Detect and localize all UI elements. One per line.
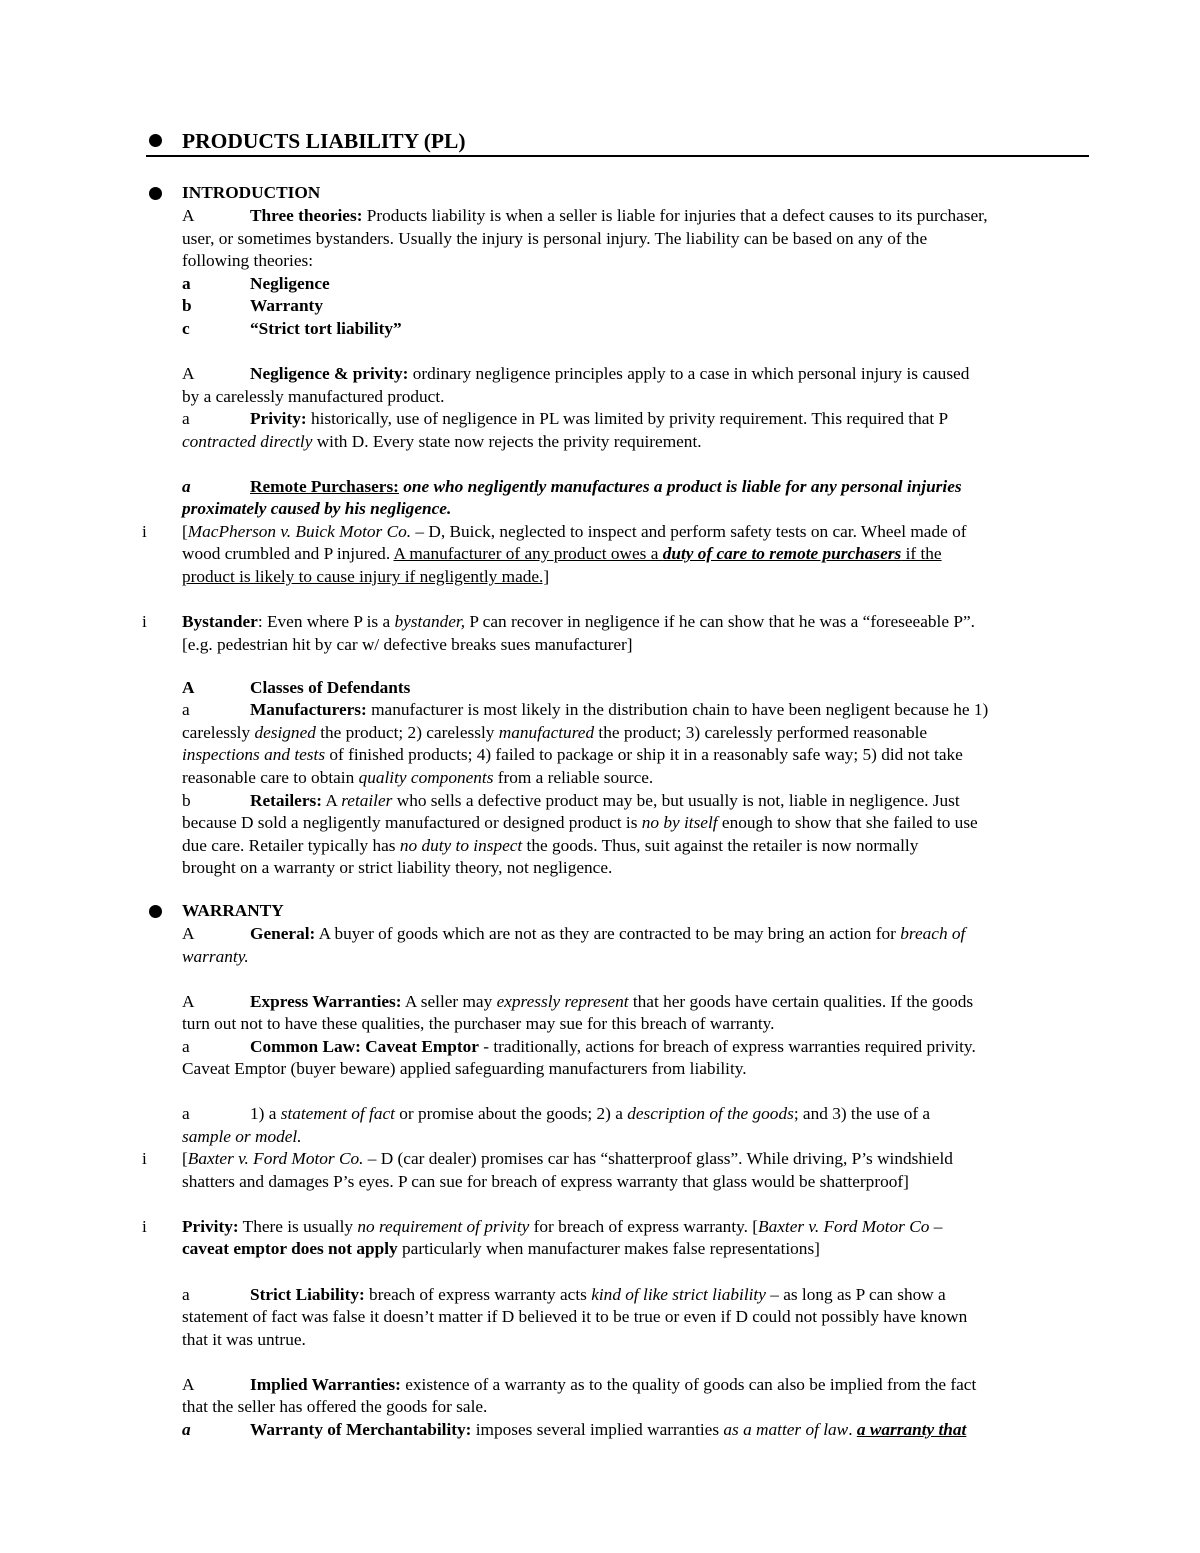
- bullet-icon: [149, 134, 162, 147]
- outline-marker: c: [182, 319, 190, 338]
- text-line: [182, 835, 918, 858]
- text: because D sold a negligently manufactured or designed product is: [182, 813, 642, 832]
- text: Products liability is when a seller is liable for injuries that a defect causes to its purchaser,: [362, 206, 988, 225]
- caveat-emptor-line: [250, 1036, 976, 1059]
- theory-item-warranty: Warranty: [250, 296, 323, 315]
- text-line: warranty.: [182, 947, 249, 966]
- term-label: Common Law: Caveat Emptor: [250, 1037, 479, 1056]
- text: A: [321, 791, 342, 810]
- outline-marker: a: [182, 700, 190, 719]
- implied-warranties-line: [250, 1374, 976, 1397]
- classes-heading: Classes of Defendants: [250, 678, 411, 697]
- text: breach of: [900, 924, 966, 943]
- text: if the: [901, 544, 942, 563]
- text: no requirement of privity: [357, 1217, 530, 1236]
- outline-marker: a: [182, 477, 191, 496]
- outline-marker: i: [142, 1149, 147, 1168]
- text-line: shatters and damages P’s eyes. P can sue for breach of express warranty that glass would be shatterproof]: [182, 1172, 909, 1191]
- outline-marker: a: [182, 409, 190, 428]
- term-label: Retailers:: [250, 791, 322, 810]
- text: duty of care to remote purchasers: [662, 544, 902, 563]
- text: designed: [254, 723, 316, 742]
- bullet-icon: [149, 905, 162, 918]
- text: for breach of express warranty. [: [529, 1217, 759, 1236]
- theory-item-strict-tort: “Strict tort liability”: [250, 319, 402, 338]
- outline-marker: A: [182, 992, 195, 1011]
- text: –: [929, 1217, 943, 1236]
- text-line: [182, 1238, 820, 1261]
- text: a warranty that: [856, 1420, 967, 1439]
- term-label: Privity:: [250, 409, 307, 428]
- text: A buyer of goods which are not as they are contracted to be may bring an action for: [315, 924, 901, 943]
- text: ; and 3) the use of a: [793, 1104, 931, 1123]
- text: quality components: [358, 768, 494, 787]
- text: due care. Retailer typically has: [182, 836, 400, 855]
- text: of finished products; 4) failed to package or ship it in a reasonably safe way; 5) did not take: [325, 745, 963, 764]
- text: ordinary negligence principles apply to a case in which personal injury is caused: [408, 364, 970, 383]
- outline-marker: a: [182, 274, 191, 293]
- text-line: statement of fact was false it doesn’t matter if D believed it to be true or even if D could not possibly have known: [182, 1307, 968, 1326]
- text-line: user, or sometimes bystanders. Usually the injury is personal injury. The liability can be based on any of the: [182, 229, 928, 248]
- text-line: that the seller has offered the goods for sale.: [182, 1397, 488, 1416]
- text: no by itself: [641, 813, 718, 832]
- text-line: turn out not to have these qualities, the purchaser may sue for this breach of warranty.: [182, 1014, 775, 1033]
- case-name: Baxter v. Ford Motor Co: [758, 1217, 930, 1236]
- text: statement of fact: [280, 1104, 395, 1123]
- text: retailer: [341, 791, 393, 810]
- outline-marker: A: [182, 924, 195, 943]
- text: 1) a: [250, 1104, 281, 1123]
- text: carelessly: [182, 723, 255, 742]
- outline-marker: a: [182, 1420, 191, 1439]
- outline-marker: a: [182, 1285, 190, 1304]
- outline-marker: A: [182, 364, 195, 383]
- text: the product; 2) carelessly: [315, 723, 499, 742]
- text: expressly represent: [496, 992, 629, 1011]
- text-line: [182, 722, 927, 745]
- text: manufactured: [498, 723, 595, 742]
- text-line: [182, 812, 978, 835]
- text: P can recover in negligence if he can show that he was a “foreseeable P”.: [465, 612, 975, 631]
- outline-marker: i: [142, 522, 147, 541]
- case-name: Baxter v. Ford Motor Co.: [187, 1149, 364, 1168]
- elements-line: [250, 1103, 930, 1126]
- term-label: Strict Liability:: [250, 1285, 365, 1304]
- case-name: MacPherson v. Buick Motor Co.: [187, 522, 412, 541]
- outline-marker: a: [182, 1037, 190, 1056]
- outline-marker: A: [182, 678, 195, 697]
- remote-purchasers-line: [250, 476, 962, 499]
- text: with D. Every state now rejects the privity requirement.: [312, 432, 702, 451]
- text-line: product is likely to cause injury if negligently made.]: [182, 567, 550, 586]
- text: – as long as P can show a: [765, 1285, 946, 1304]
- text-line: [182, 543, 942, 566]
- text-line: brought on a warranty or strict liability theory, not negligence.: [182, 858, 613, 877]
- text-line: following theories:: [182, 251, 314, 270]
- outline-marker: i: [142, 612, 147, 631]
- outline-marker: b: [182, 296, 192, 315]
- text-line: [182, 767, 653, 790]
- page-title: PRODUCTS LIABILITY (PL): [182, 129, 466, 153]
- term-label: Three theories:: [250, 206, 363, 225]
- three-theories-line: [250, 205, 988, 228]
- macpherson-line: [182, 521, 966, 544]
- bystander-line: [182, 611, 975, 634]
- text: the goods. Thus, suit against the retailer is now normally: [522, 836, 919, 855]
- text: particularly when manufacturer makes false representations]: [397, 1239, 820, 1258]
- text: [: [182, 522, 188, 541]
- outline-marker: a: [182, 1104, 190, 1123]
- text: kind of like strict liability: [591, 1285, 766, 1304]
- text: the product; 3) carelessly performed reasonable: [594, 723, 928, 742]
- text: - traditionally, actions for breach of express warranties required privity.: [478, 1037, 976, 1056]
- title-rule: [146, 155, 1089, 157]
- text: existence of a warranty as to the quality of goods can also be implied from the fact: [400, 1375, 977, 1394]
- text: : Even where P is a: [257, 612, 395, 631]
- text: one who negligently manufactures a product is liable for any personal injuries: [398, 477, 962, 496]
- text: reasonable care to obtain: [182, 768, 359, 787]
- text: contracted directly: [182, 432, 313, 451]
- text: historically, use of negligence in PL was limited by privity requirement. This required that P: [306, 409, 949, 428]
- text: – D (car dealer) promises car has “shatterproof glass”. While driving, P’s windshield: [363, 1149, 953, 1168]
- term-label: Manufacturers:: [250, 700, 367, 719]
- merchantability-line: [250, 1419, 966, 1442]
- text-line: by a carelessly manufactured product.: [182, 387, 445, 406]
- text: who sells a defective product may be, but usually is not, liable in negligence. Just: [392, 791, 960, 810]
- outline-marker: A: [182, 1375, 195, 1394]
- text: breach of express warranty acts: [364, 1285, 592, 1304]
- text: caveat emptor does not apply: [182, 1239, 398, 1258]
- term-label: General:: [250, 924, 316, 943]
- text: or promise about the goods; 2) a: [394, 1104, 628, 1123]
- term-label: Implied Warranties:: [250, 1375, 401, 1394]
- text-line: that it was untrue.: [182, 1330, 306, 1349]
- text: manufacturer is most likely in the distribution chain to have been negligent because he 1): [366, 700, 989, 719]
- term-label: Bystander: [182, 612, 258, 631]
- text-line: [182, 431, 702, 454]
- manufacturers-line: [250, 699, 988, 722]
- term-label: Privity:: [182, 1217, 239, 1236]
- express-privity-line: [182, 1216, 942, 1239]
- strict-liability-line: [250, 1284, 946, 1307]
- outline-marker: A: [182, 206, 195, 225]
- retailers-line: [250, 790, 960, 813]
- term-label: Negligence & privity:: [250, 364, 409, 383]
- section-heading-warranty: WARRANTY: [182, 901, 284, 920]
- text: [: [182, 1149, 188, 1168]
- term-label: Warranty of Merchantability:: [250, 1420, 472, 1439]
- term-label: Remote Purchasers:: [250, 477, 399, 496]
- text: from a reliable source.: [493, 768, 654, 787]
- text: A manufacturer of any product owes a: [393, 544, 663, 563]
- text: no duty to inspect: [399, 836, 523, 855]
- text: There is usually: [238, 1217, 358, 1236]
- text: enough to show that she failed to use: [717, 813, 978, 832]
- term-label: Express Warranties:: [250, 992, 402, 1011]
- bullet-icon: [149, 187, 162, 200]
- text: wood crumbled and P injured.: [182, 544, 394, 563]
- text-line: [e.g. pedestrian hit by car w/ defective breaks sues manufacturer]: [182, 635, 633, 654]
- text: imposes several implied warranties: [471, 1420, 724, 1439]
- text: as a matter of law: [723, 1420, 849, 1439]
- text-line: Caveat Emptor (buyer beware) applied safeguarding manufacturers from liability.: [182, 1059, 747, 1078]
- text: – D, Buick, neglected to inspect and perform safety tests on car. Wheel made of: [411, 522, 967, 541]
- text: bystander,: [394, 612, 466, 631]
- privity-line: [250, 408, 948, 431]
- negligence-privity-line: [250, 363, 969, 386]
- text: A seller may: [401, 992, 497, 1011]
- text: that her goods have certain qualities. If the goods: [628, 992, 974, 1011]
- text: inspections and tests: [182, 745, 326, 764]
- outline-marker: i: [142, 1217, 147, 1236]
- text-line: [182, 744, 963, 767]
- text: .: [848, 1420, 857, 1439]
- theory-item-negligence: Negligence: [250, 274, 330, 293]
- general-line: [250, 923, 965, 946]
- text-line: proximately caused by his negligence.: [182, 499, 452, 518]
- baxter-line: [182, 1148, 953, 1171]
- section-heading-introduction: INTRODUCTION: [182, 183, 321, 202]
- express-warranties-line: [250, 991, 973, 1014]
- outline-marker: b: [182, 791, 191, 810]
- text: description of the goods: [627, 1104, 794, 1123]
- text-line: sample or model.: [182, 1127, 302, 1146]
